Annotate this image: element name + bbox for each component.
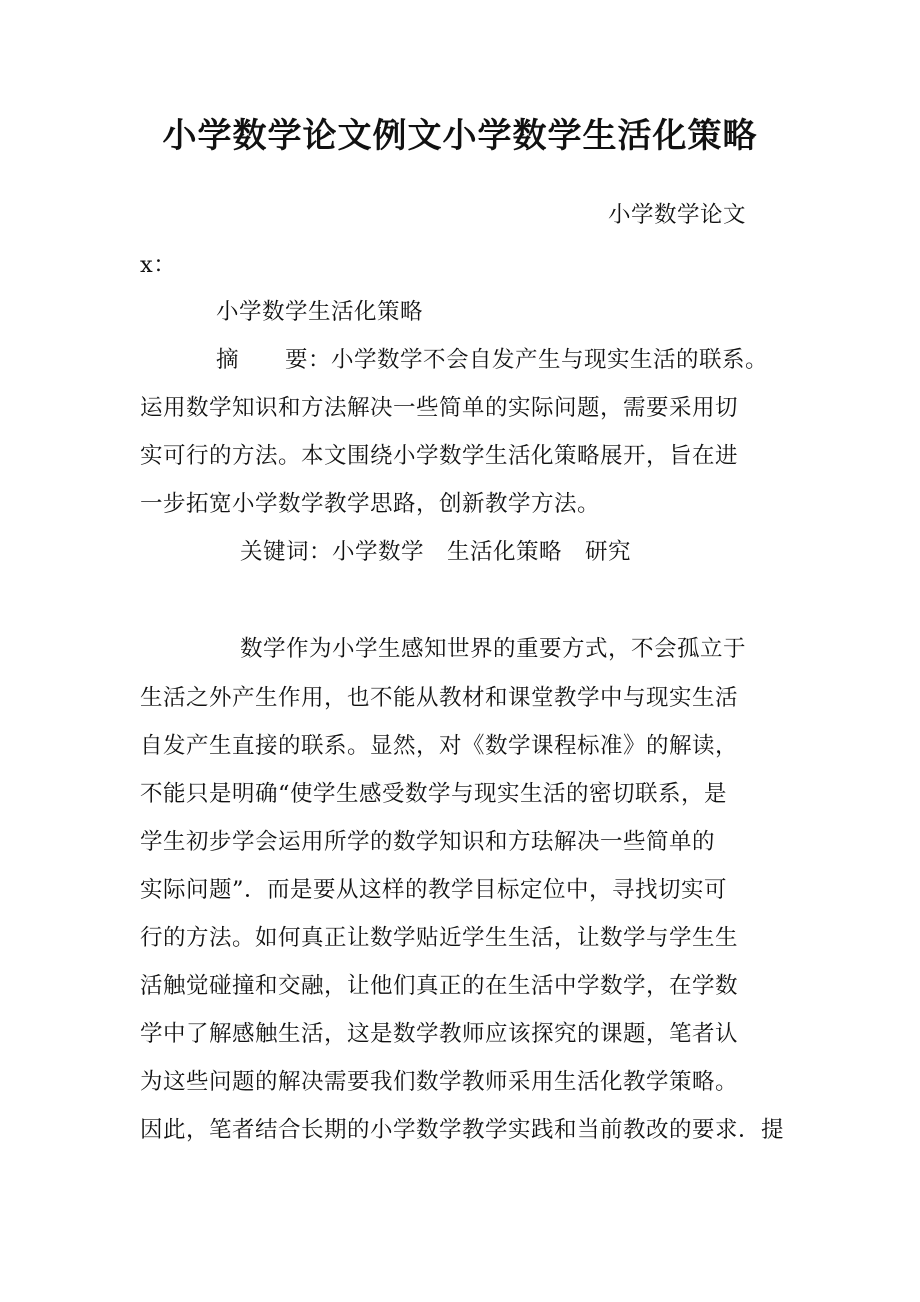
body-line: 为这些问题的解决需要我们数学教师采用生活化教学策略。 — [140, 1069, 739, 1095]
keywords-line: 关键词：小学数学 生活化策略 研究 — [240, 539, 632, 565]
abstract-line: 运用数学知识和方法解决一些简单的实际问题，需要采用切 — [140, 395, 739, 421]
body-line: 学中了解感触生活，这是数学教师应该探究的课题，笔者认 — [140, 1021, 739, 1047]
body-line: 不能只是明确“使学生感受数学与现实生活的密切联系，是 — [140, 781, 728, 807]
body-line: 学生初步学会运用所学的数学知识和方珐解决一些简单的 — [140, 829, 716, 855]
body-line: 实际问题”．而是要从这样的教学目标定位中，寻找切实可 — [140, 877, 728, 903]
subtitle: 小学数学生活化策略 — [216, 299, 424, 325]
abstract-line: 实可行的方法。本文围绕小学数学生活化策略展开，旨在进 — [140, 443, 739, 469]
abstract-line: 一步拓宽小学数学教学思路，创新教学方法。 — [140, 491, 601, 517]
category-label: 小学数学论文 — [608, 202, 747, 228]
document-title: 小学数学论文例文小学数学生活化策略 — [162, 116, 758, 156]
body-line: 活触觉碰撞和交融，让他们真正的在生活中学数学，在学数 — [140, 973, 739, 999]
abstract-line: 摘 要：小学数学不会自发产生与现实生活的联系。 — [216, 347, 769, 373]
body-line: 行的方法。如何真正让数学贴近学生生活，让数学与学生生 — [140, 925, 739, 951]
body-line: 数学作为小学生感知世界的重要方式，不会孤立于 — [240, 636, 747, 662]
prefix-fragment: x： — [140, 252, 177, 278]
body-line: 因此，笔者结合长期的小学数学教学实践和当前教改的要求．提 — [140, 1117, 785, 1143]
body-line: 生活之外产生作用，也不能从教材和课堂教学中与现实生活 — [140, 685, 739, 711]
body-line: 自发产生直接的联系。显然，对《数学课程标准》的解读， — [140, 733, 739, 759]
